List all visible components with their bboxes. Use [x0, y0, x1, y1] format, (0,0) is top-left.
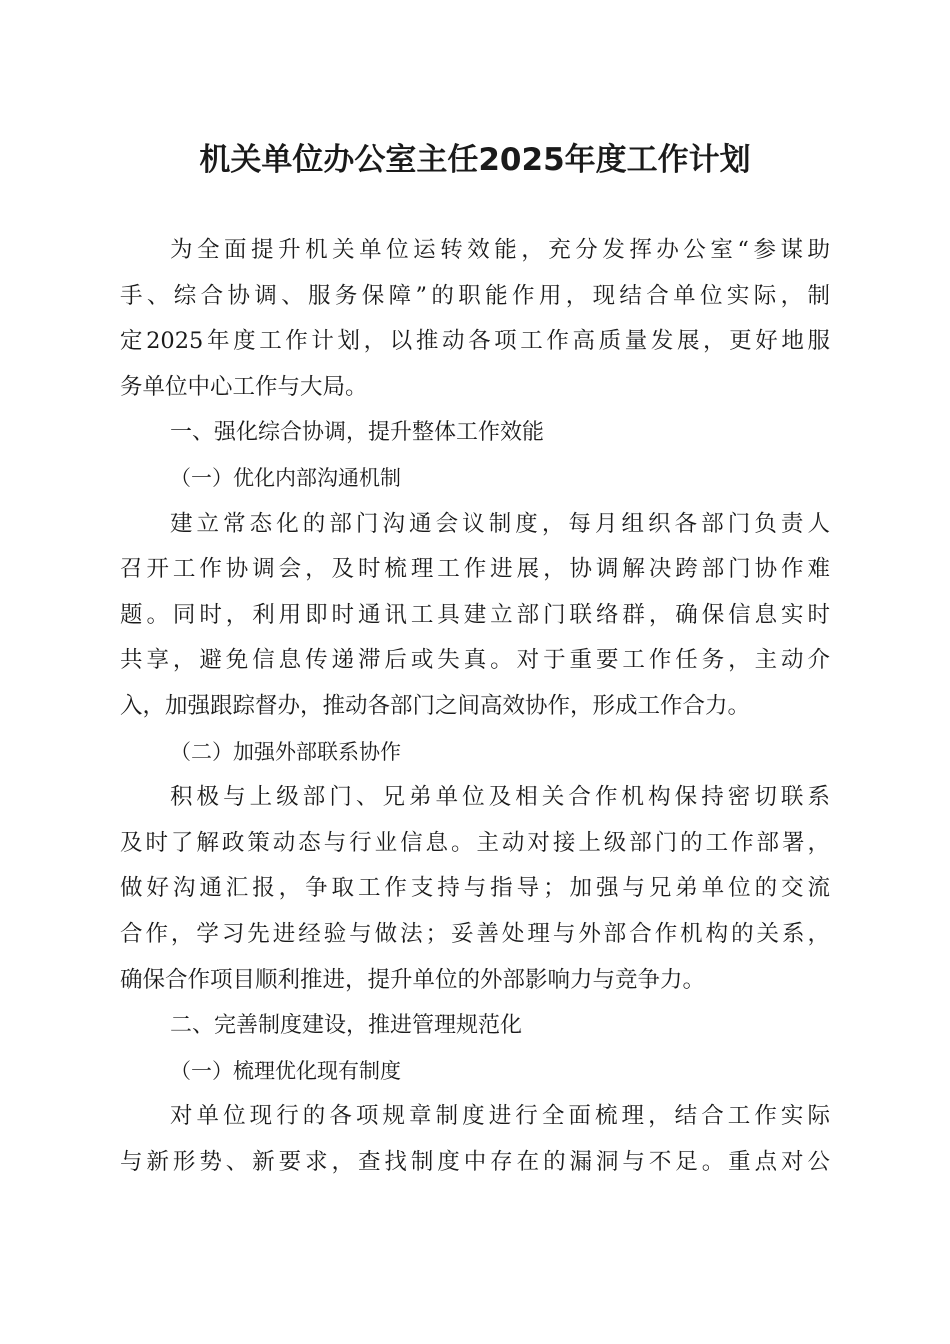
paragraph-line: 务单位中心工作与大局。	[120, 373, 368, 400]
paragraph-line: 积极与上级部门、兄弟单位及相关合作机构保持密切联系	[170, 784, 830, 811]
paragraph-line: 定2025年度工作计划，以推动各项工作高质量发展，更好地服	[120, 328, 830, 355]
subsection-heading: （一）梳理优化现有制度	[170, 1058, 401, 1083]
section-heading: 一、强化综合协调，提升整体工作效能	[170, 420, 545, 446]
document-title: 机关单位办公室主任2025年度工作计划	[199, 142, 751, 178]
paragraph-line: 确保合作项目顺利推进，提升单位的外部影响力与竞争力。	[120, 966, 706, 993]
paragraph-line: 为全面提升机关单位运转效能，充分发挥办公室“参谋助	[170, 237, 830, 263]
document-body	[120, 228, 830, 1185]
paragraph-line: 共享，避免信息传递滞后或失真。对于重要工作任务，主动介	[120, 647, 830, 674]
paragraph-line: 建立常态化的部门沟通会议制度，每月组织各部门负责人	[170, 510, 830, 537]
paragraph-line: 对单位现行的各项规章制度进行全面梳理，结合工作实际	[170, 1103, 830, 1130]
paragraph-line: 入，加强跟踪督办，推动各部门之间高效协作，形成工作合力。	[120, 692, 751, 719]
paragraph-line: 手、综合协调、服务保障”的职能作用，现结合单位实际，制	[120, 282, 830, 309]
paragraph-line: 召开工作协调会，及时梳理工作进展，协调解决跨部门协作难	[120, 556, 830, 583]
paragraph-line: 题。同时，利用即时通讯工具建立部门联络群，确保信息实时	[120, 601, 830, 628]
paragraph-line: 合作，学习先进经验与做法；妥善处理与外部合作机构的关系，	[120, 920, 830, 947]
paragraph-line: 及时了解政策动态与行业信息。主动对接上级部门的工作部署，	[120, 829, 830, 856]
paragraph-line: 与新形势、新要求，查找制度中存在的漏洞与不足。重点对公	[120, 1148, 830, 1175]
section-heading: 二、完善制度建设，推进管理规范化	[170, 1013, 523, 1039]
paragraph-line: 做好沟通汇报，争取工作支持与指导；加强与兄弟单位的交流	[120, 875, 830, 902]
subsection-heading: （一）优化内部沟通机制	[170, 465, 401, 490]
subsection-heading: （二）加强外部联系协作	[170, 739, 401, 764]
